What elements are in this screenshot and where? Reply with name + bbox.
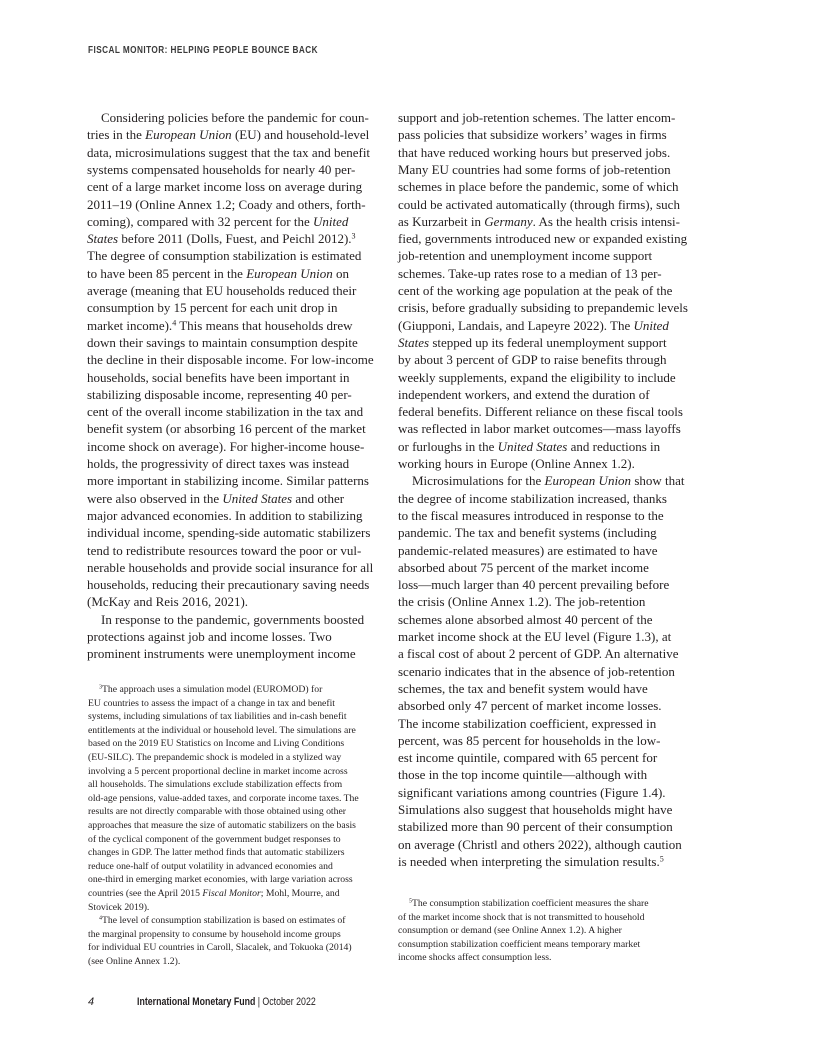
text-run: prominent instruments were unemployment income <box>87 646 356 662</box>
text-line <box>398 612 653 628</box>
text-line <box>88 834 341 845</box>
text-line <box>88 942 352 953</box>
text-line <box>398 629 671 645</box>
text-run: Simulations also suggest that households might have <box>398 802 673 817</box>
text-run: a fiscal cost of about 2 percent of GDP. An alternative <box>398 646 679 662</box>
footnote-marker: 5 <box>409 898 412 905</box>
text-run: as Kurzarbeit in <box>398 213 485 229</box>
text-line <box>398 110 675 126</box>
text-line <box>398 594 645 610</box>
text-line <box>88 929 341 940</box>
text-run: average (meaning that EU households reduced their <box>87 283 357 298</box>
text-line <box>88 806 346 817</box>
text-line <box>398 767 647 783</box>
text-line <box>88 902 149 913</box>
text-line <box>88 711 347 722</box>
text-run: down their savings to maintain consumption despite <box>87 334 358 350</box>
italic-run: United States <box>497 438 568 454</box>
text-line <box>87 197 366 213</box>
text-run: involving a 5 percent proportional decline in market income across <box>88 765 348 777</box>
text-run: nerable households and provide social insurance for all <box>87 559 374 575</box>
italic-run: States <box>398 334 430 350</box>
text-line <box>398 404 683 420</box>
text-run: Stovicek 2019). <box>88 901 150 913</box>
text-run: entitlements at the individual or household level. The simulations are <box>88 724 356 736</box>
text-run: (McKay and Reis 2016, 2021). <box>87 594 249 610</box>
text-run: to the fiscal measures introduced in response to the <box>398 507 664 523</box>
text-run: the marginal propensity to consume by household income groups <box>88 928 341 940</box>
text-line <box>87 352 374 368</box>
text-run: stepped up its federal unemployment support <box>429 334 667 350</box>
text-line <box>87 283 356 299</box>
text-run: stabilized more than 90 percent of their consumption <box>398 819 673 835</box>
text-line <box>398 179 678 195</box>
text-run: job-retention and unemployment income support <box>398 248 653 264</box>
text-run: absorbed about 75 percent of the market income <box>398 559 649 575</box>
text-line <box>398 785 666 801</box>
text-run: income shock on average). For higher-income house- <box>87 438 365 454</box>
text-run: old-age pensions, value-added taxes, and corporate income taxes. The <box>88 792 359 804</box>
text-line <box>88 793 359 804</box>
text-line <box>87 127 369 143</box>
footer-separator: | <box>257 996 261 1008</box>
text-line <box>398 664 675 680</box>
text-run: to have been 85 percent in the <box>87 265 247 281</box>
text-run: the degree of income stabilization increased, thanks <box>398 490 667 506</box>
text-run: working hours in Europe (Online Annex 1.2). <box>398 456 635 471</box>
footer-publication <box>137 996 316 1008</box>
text-line <box>398 837 682 853</box>
text-run: could be activated automatically (through firms), such <box>398 196 680 212</box>
text-line <box>398 456 635 472</box>
footnote-marker: 4 <box>99 915 102 922</box>
text-line <box>87 387 352 403</box>
text-run: Many EU countries had some forms of job-retention <box>398 161 671 177</box>
text-line <box>87 214 348 230</box>
text-run: loss—much larger than 40 percent prevailing before <box>398 577 670 593</box>
text-line <box>88 766 348 777</box>
text-run: all households. The simulations exclude stabilization effects from <box>88 779 343 791</box>
text-run: cent of the overall income stabilization in the tax and <box>87 404 364 420</box>
text-run: (EU) and household-level <box>231 127 370 143</box>
text-run: were also observed in the <box>87 490 223 506</box>
text-line <box>398 300 688 316</box>
text-run: pandemic-related measures) are estimated to have <box>398 542 658 558</box>
text-run: Microsimulations for the <box>412 473 545 489</box>
page-number: 4 <box>88 996 95 1008</box>
text-line <box>398 577 669 593</box>
text-line <box>88 779 342 790</box>
text-line <box>88 861 333 872</box>
text-line <box>398 952 551 963</box>
text-run: of the market income shock that is not transmitted to household <box>398 911 645 923</box>
text-line <box>398 197 680 213</box>
text-line <box>412 473 685 489</box>
text-line <box>88 820 356 831</box>
text-line <box>398 802 672 818</box>
text-line <box>398 525 657 541</box>
text-run: show that <box>631 473 685 489</box>
text-run: pass policies that subsidize workers’ wages in firms <box>398 127 667 143</box>
text-line <box>88 847 344 858</box>
text-run: the crisis (Online Annex 1.2). The job-retention <box>398 594 646 610</box>
text-run: The consumption stabilization coefficient measures the share <box>412 898 649 909</box>
text-line <box>398 248 652 264</box>
italic-run: European Union <box>145 127 232 143</box>
text-line <box>88 725 356 736</box>
text-run: weekly supplements, expand the eligibility to include <box>398 369 676 385</box>
text-line <box>88 752 341 763</box>
text-run: major advanced economies. In addition to stabilizing <box>87 507 363 523</box>
text-line <box>398 939 640 950</box>
publisher-name: International Monetary Fund <box>137 996 256 1008</box>
text-run: was reflected in labor market outcomes—mass layoffs <box>398 421 681 437</box>
text-line <box>398 854 664 870</box>
italic-run: European Union <box>544 473 632 489</box>
text-run: consumption by 15 percent for each unit drop in <box>87 300 338 316</box>
italic-run: Germany <box>484 213 533 229</box>
text-run: pandemic. The tax and benefit systems (including <box>398 525 657 541</box>
text-run: Considering policies before the pandemic for coun- <box>101 110 369 125</box>
text-run: absorbed only 47 percent of market income losses. <box>398 698 662 714</box>
text-line <box>87 577 369 593</box>
text-run: more important in stabilizing income. Similar patterns <box>87 473 369 489</box>
text-run: support and job-retention schemes. The latter encom- <box>398 110 676 125</box>
text-run: (see Online Annex 1.2). <box>88 956 181 967</box>
text-run: The level of consumption stabilization is based on estimates of <box>102 915 346 927</box>
text-run: income shocks affect consumption less. <box>398 952 552 964</box>
text-line <box>87 594 248 610</box>
text-run: coming), compared with 32 percent for the <box>87 213 313 229</box>
text-line <box>101 612 364 628</box>
text-run: schemes alone absorbed almost 40 percent of the <box>398 611 653 627</box>
text-line <box>99 684 322 695</box>
text-line <box>87 162 355 178</box>
text-line <box>398 283 672 299</box>
text-run: . As the health crisis intensi- <box>532 213 680 229</box>
footnote-marker: 5 <box>659 854 664 864</box>
text-line <box>87 145 370 161</box>
text-run: scenario indicates that in the absence of job-retention <box>398 663 675 679</box>
italic-run: United <box>312 213 349 229</box>
text-line <box>87 508 362 524</box>
text-line <box>398 352 666 368</box>
italic-run: States <box>87 231 119 247</box>
text-run: (Giupponi, Landais, and Lapeyre 2022). The <box>398 317 634 333</box>
text-run: households, reducing their precautionary saving needs <box>87 577 370 593</box>
text-line <box>409 898 649 909</box>
text-run: on average (Christl and others 2022), although caution <box>398 836 682 852</box>
text-run: 2011–19 (Online Annex 1.2; Coady and others, forth- <box>87 196 366 212</box>
text-run: one-third in emerging market economies, with large variation across <box>88 874 353 886</box>
text-line <box>87 318 353 334</box>
text-line <box>398 681 648 697</box>
text-run: systems, including simulations of tax liabilities and in-cash benefit <box>88 711 347 723</box>
footnote-marker: 3 <box>351 231 356 241</box>
text-run: of the cyclical component of the government budget responses to <box>88 833 341 845</box>
text-run: consumption or demand (see Online Annex 1.2). A higher <box>398 925 622 937</box>
footnote-marker: 3 <box>99 684 102 691</box>
text-line <box>87 439 364 455</box>
text-line <box>398 698 662 714</box>
text-run: and reductions in <box>567 438 661 454</box>
text-line <box>87 560 373 576</box>
text-run: the decline in their disposable income. For low-income <box>87 352 374 368</box>
text-run: federal benefits. Different reliance on these fiscal tools <box>398 404 683 420</box>
text-run: est income quintile, compared with 65 percent for <box>398 750 658 766</box>
text-run: schemes, the tax and benefit system would have <box>398 680 648 696</box>
text-line <box>398 716 656 732</box>
running-header: FISCAL MONITOR: HELPING PEOPLE BOUNCE BACK <box>88 45 319 56</box>
text-run: benefit system (or absorbing 16 percent of the market <box>87 421 366 437</box>
text-line <box>88 738 344 749</box>
text-run: protections against job and income losses. Two <box>87 629 332 644</box>
text-run: those in the top income quintile—although with <box>398 767 648 783</box>
text-line <box>87 543 361 559</box>
text-line <box>87 335 358 351</box>
text-line <box>398 491 667 507</box>
text-run: changes in GDP. The latter method finds that automatic stabilizers <box>88 847 345 859</box>
text-line <box>398 508 664 524</box>
text-run: data, microsimulations suggest that the tax and benefit <box>87 144 371 160</box>
italic-run: United <box>633 317 669 333</box>
text-run: The approach uses a simulation model (EUROMOD) for <box>102 684 323 695</box>
text-run: crisis, before gradually subsiding to prepandemic levels <box>398 300 688 316</box>
text-run: EU countries to assess the impact of a change in tax and benefit <box>88 697 335 709</box>
text-line <box>398 733 660 749</box>
text-line <box>398 819 673 835</box>
text-line <box>88 698 335 709</box>
text-run: is needed when interpreting the simulation results. <box>398 853 660 869</box>
text-run: market income). <box>87 317 173 333</box>
text-run: on <box>332 265 349 281</box>
text-run: cent of a large market income loss on average during <box>87 179 363 195</box>
text-run: consumption stabilization coefficient means temporary market <box>398 938 641 950</box>
text-run: The degree of consumption stabilization is estimated <box>87 248 362 264</box>
text-line <box>398 162 671 178</box>
text-run: percent, was 85 percent for households in the low- <box>398 732 661 748</box>
text-run: market income shock at the EU level (Figure 1.3), at <box>398 629 672 644</box>
text-run: independent workers, and extend the duration of <box>398 386 650 402</box>
text-line <box>398 925 622 936</box>
text-line <box>398 127 667 143</box>
text-run: by about 3 percent of GDP to raise benefits through <box>398 352 667 368</box>
text-run: stabilizing disposable income, representing 40 per- <box>87 386 352 402</box>
text-run: schemes in place before the pandemic, some of which <box>398 179 679 195</box>
text-line <box>87 629 332 645</box>
text-run: tries in the <box>87 127 146 143</box>
text-run: significant variations among countries (Figure 1.4). <box>398 784 666 800</box>
text-run: that have reduced working hours but preserved jobs. <box>398 144 671 160</box>
text-run: holds, the progressivity of direct taxes was instead <box>87 456 350 471</box>
text-line <box>398 266 662 282</box>
text-line <box>99 915 345 926</box>
text-line <box>87 248 361 264</box>
text-run: results are not directly comparable with those obtained using other <box>88 806 346 818</box>
text-run: cent of the working age population at the peak of the <box>398 283 673 298</box>
text-run: for individual EU countries in Caroll, Slacalek, and Tokuoka (2014) <box>88 942 352 954</box>
text-run: ; Mohl, Mourre, and <box>260 888 340 899</box>
text-run: tend to redistribute resources toward the poor or vul- <box>87 542 362 558</box>
text-line <box>87 231 356 247</box>
italic-run: Fiscal Monitor <box>202 888 261 899</box>
text-line <box>88 956 180 967</box>
text-line <box>398 318 669 334</box>
text-run: (EU-SILC). The prepandemic shock is modeled in a stylized way <box>88 752 342 763</box>
text-run: households, social benefits have been important in <box>87 369 350 385</box>
text-line <box>398 370 676 386</box>
text-line <box>398 387 650 403</box>
text-line <box>398 560 649 576</box>
text-line <box>87 456 349 472</box>
text-run: systems compensated households for nearly 40 per- <box>87 161 356 177</box>
text-line <box>88 874 353 885</box>
text-line <box>398 750 657 766</box>
text-line <box>87 491 344 507</box>
text-run: reduce one-half of output volatility in advanced economies and <box>88 860 333 872</box>
text-run: In response to the pandemic, governments boosted <box>101 611 365 627</box>
text-line <box>88 888 340 899</box>
text-line <box>398 421 681 437</box>
text-run: based on the 2019 EU Statistics on Income and Living Conditions <box>88 738 345 750</box>
text-run: fied, governments introduced new or expanded existing <box>398 231 688 247</box>
text-run: The income stabilization coefficient, expressed in <box>398 715 657 731</box>
text-line <box>87 300 338 316</box>
text-line <box>101 110 369 126</box>
text-line <box>87 421 366 437</box>
text-run: This means that households drew <box>176 317 353 333</box>
italic-run: United States <box>222 490 293 506</box>
text-line <box>398 145 670 161</box>
italic-run: European Union <box>246 265 333 281</box>
text-run: schemes. Take-up rates rose to a median of 13 per- <box>398 265 662 281</box>
publication-date: October 2022 <box>262 996 316 1008</box>
text-run: and other <box>292 490 345 506</box>
text-run: countries (see the April 2015 <box>88 888 203 899</box>
text-run: approaches that measure the size of automatic stabilizers on the basis <box>88 820 356 831</box>
footnote-marker: 4 <box>172 318 177 328</box>
text-run: before 2011 (Dolls, Fuest, and Peichl 2012). <box>118 231 352 247</box>
text-run: or furloughs in the <box>398 438 498 454</box>
text-line <box>398 543 658 559</box>
text-line <box>398 912 644 923</box>
text-line <box>398 335 667 351</box>
text-line <box>87 179 362 195</box>
text-line <box>398 214 680 230</box>
text-line <box>87 646 356 662</box>
text-line <box>87 404 363 420</box>
text-line <box>87 473 369 489</box>
text-line <box>87 266 349 282</box>
text-line <box>398 231 687 247</box>
text-line <box>87 370 349 386</box>
text-line <box>398 646 679 662</box>
text-line <box>398 439 660 455</box>
text-line <box>87 525 370 541</box>
text-run: individual income, spending-side automatic stabilizers <box>87 525 371 541</box>
